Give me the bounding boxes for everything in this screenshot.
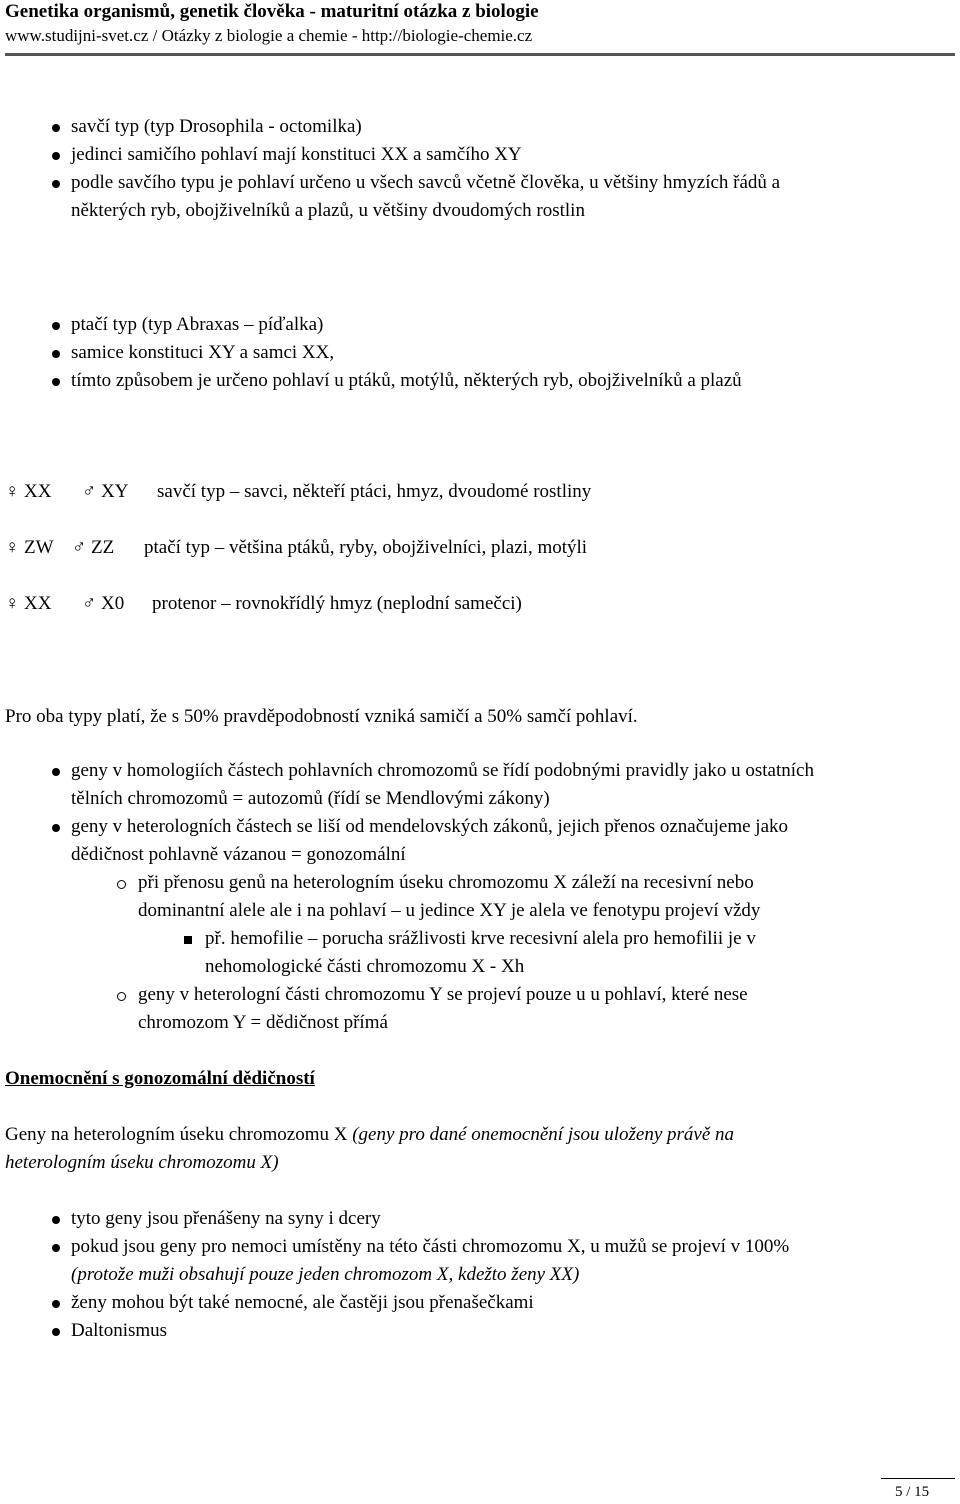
female-genotype: ♀ XX (5, 593, 52, 614)
bullet-icon (52, 1300, 60, 1308)
male-genotype: ♂ ZZ (72, 537, 115, 558)
list-item: savčí typ (typ Drosophila - octomilka) (71, 116, 362, 137)
sub-list-item: při přenosu genů na heterologním úseku chromozomu X záleží na recesivní nebo (138, 872, 754, 893)
list-item-continuation: některých ryb, obojživelníků a plazů, u většiny dvoudomých rostlin (71, 200, 585, 221)
list-item: geny v heterologních částech se liší od mendelovských zákonů, jejich přenos označujeme jako (71, 816, 789, 837)
list-item: ženy mohou být také nemocné, ale častěji jsou přenašečkami (71, 1292, 534, 1313)
paragraph-italic-note: (geny pro dané onemocnění jsou uloženy právě na (352, 1124, 735, 1145)
list-item: samice konstituci XY a samci XX, (71, 342, 335, 363)
list-item: geny v homologiích částech pohlavních chromozomů se řídí podobnými pravidly jako u ostatních (71, 760, 814, 781)
bullet-icon (52, 1216, 60, 1224)
bullet-icon (52, 322, 60, 330)
circle-bullet-icon (117, 992, 126, 1001)
list-item: ptačí typ (typ Abraxas – píďalka) (71, 314, 324, 335)
list-item: podle savčího typu je pohlaví určeno u všech savců včetně člověka, u většiny hmyzích řádů a (71, 172, 781, 193)
male-genotype: ♂ XY (82, 481, 129, 502)
male-genotype: ♂ X0 (82, 593, 125, 614)
bullet-icon (52, 152, 60, 160)
type-description: protenor – rovnokřídlý hmyz (neplodní samečci) (152, 593, 522, 614)
list-item-continuation: tělních chromozomů = autozomů (řídí se Mendlovými zákony) (71, 788, 550, 809)
probability-statement: Pro oba typy platí, že s 50% pravděpodobností vzniká samičí a 50% samčí pohlaví. (5, 706, 638, 727)
section-heading: Onemocnění s gonozomální dědičností (5, 1068, 315, 1089)
type-description: savčí typ – savci, někteří ptáci, hmyz, dvoudomé rostliny (157, 481, 592, 502)
circle-bullet-icon (117, 880, 126, 889)
sub-list-item-continuation: dominantní alele ale i na pohlaví – u jedince XY je alela ve fenotypu projeví vždy (138, 900, 761, 921)
page-number: 5 / 15 (895, 1484, 930, 1500)
bullet-icon (52, 124, 60, 132)
list-item: tímto způsobem je určeno pohlaví u ptáků, motýlů, některých ryb, obojživelníků a plazů (71, 370, 742, 391)
bullet-icon (52, 824, 60, 832)
sub-list-item-continuation: chromozom Y = dědičnost přímá (138, 1012, 388, 1033)
list-item: jedinci samičího pohlaví mají konstituci XX a samčího XY (71, 144, 522, 165)
female-genotype: ♀ XX (5, 481, 52, 502)
bullet-icon (52, 180, 60, 188)
bullet-icon (52, 1244, 60, 1252)
paragraph-line (5, 1121, 734, 1149)
female-genotype: ♀ ZW (5, 537, 54, 558)
sub-sub-list-item-continuation: nehomologické části chromozomu X - Xh (205, 956, 525, 977)
list-item: tyto geny jsou přenášeny na syny i dcery (71, 1208, 381, 1229)
bullet-icon (52, 378, 60, 386)
footer-divider (881, 1478, 955, 1479)
list-item: Daltonismus (71, 1320, 168, 1341)
header-divider (5, 53, 955, 56)
paragraph-text: Geny na heterologním úseku chromozomu X (5, 1124, 353, 1145)
bullet-icon (52, 768, 60, 776)
bullet-icon (52, 1328, 60, 1336)
square-bullet-icon (184, 936, 192, 944)
type-description: ptačí typ – většina ptáků, ryby, obojživelníci, plazi, motýli (144, 537, 588, 558)
document-title: Genetika organismů, genetik člověka - maturitní otázka z biologie (5, 1, 539, 22)
source-line: www.studijni-svet.cz / Otázky z biologie a chemie - http://biologie-chemie.cz (5, 26, 533, 45)
bullet-icon (52, 350, 60, 358)
sub-sub-list-item: př. hemofilie – porucha srážlivosti krve recesivní alela pro hemofilii je v (205, 928, 756, 949)
sub-list-item: geny v heterologní části chromozomu Y se projeví pouze u u pohlaví, které nese (138, 984, 748, 1005)
list-item-continuation: dědičnost pohlavně vázanou = gonozomální (71, 844, 406, 865)
list-item: pokud jsou geny pro nemoci umístěny na této části chromozomu X, u mužů se projeví v 100% (71, 1236, 790, 1257)
list-item-continuation: (protože muži obsahují pouze jeden chromozom X, kdežto ženy XX) (71, 1264, 580, 1285)
paragraph-italic-note: heterologním úseku chromozomu X) (5, 1152, 279, 1173)
